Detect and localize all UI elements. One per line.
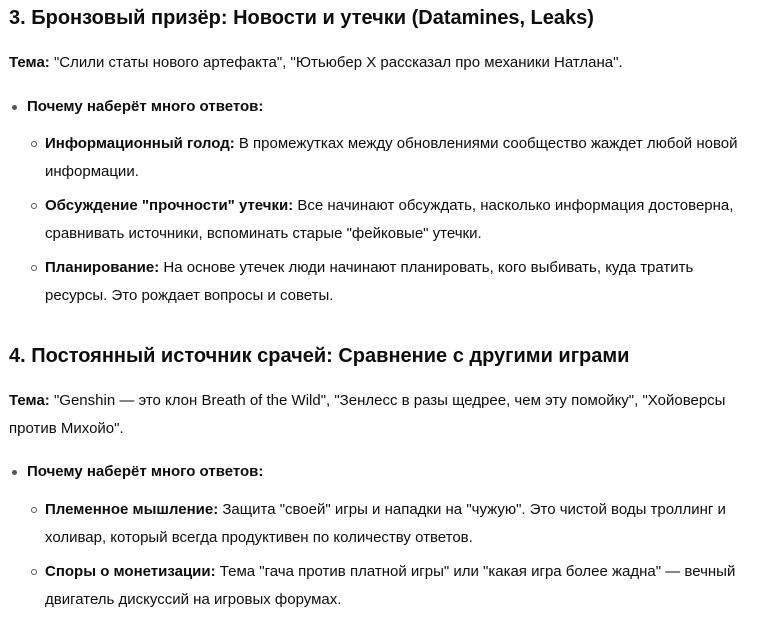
- topic-paragraph: [9, 49, 749, 77]
- section-heading: 3. Бронзовый призёр: Новости и утечки (Datamines, Leaks): [9, 7, 594, 29]
- section-heading: 4. Постоянный источник срачей: Сравнение с другими играми: [9, 345, 630, 367]
- reason-label: Обсуждение "прочности" утечки:: [45, 197, 294, 214]
- why-list: [9, 458, 749, 486]
- document: [0, 4, 749, 614]
- topic-label: Тема:: [9, 392, 50, 409]
- reason-text: Все начинают обсуждать, насколько информация достоверна, сравнивать источники, вспоминать старые "фейковые" утечки.: [45, 197, 734, 242]
- why-item: Почему наберёт много ответов:: [9, 93, 749, 121]
- topic-label: Тема:: [9, 54, 50, 71]
- list-item: [9, 254, 749, 310]
- why-list: [9, 93, 749, 121]
- reason-label: Племенное мышление:: [45, 501, 219, 518]
- why-item: Почему наберёт много ответов:: [9, 458, 749, 486]
- topic-paragraph: [9, 387, 749, 443]
- reason-label: Споры о монетизации:: [45, 563, 216, 580]
- reason-label: Планирование:: [45, 259, 160, 276]
- reason-text: На основе утечек люди начинают планировать, кого выбивать, куда тратить ресурсы. Это рождает вопросы и советы.: [45, 259, 694, 304]
- reason-text: Защита "своей" игры и нападки на "чужую". Это чистой воды троллинг и холивар, который всегда продуктивен по количеству ответов.: [45, 501, 726, 546]
- reason-text: В промежутках между обновлениями сообщество жаждет любой новой информации.: [45, 135, 738, 180]
- list-item: [9, 558, 749, 614]
- reasons-list: [9, 496, 749, 614]
- reasons-list: [9, 130, 749, 310]
- reason-label: Информационный голод:: [45, 135, 235, 152]
- topic-text: "Слили статы нового артефакта", "Ютьюбер X рассказал про механики Натлана".: [49, 54, 623, 71]
- list-item: [9, 130, 749, 186]
- reason-text: Тема "гача против платной игры" или "какая игра более жадна" — вечный двигатель дискуссий на игровых форумах.: [45, 563, 736, 608]
- list-item: [9, 192, 749, 248]
- list-item: [9, 496, 749, 552]
- topic-text: "Genshin — это клон Breath of the Wild", "Зенлесс в разы щедрее, чем эту помойку", "Хойоверсы против Михойо".: [9, 392, 726, 437]
